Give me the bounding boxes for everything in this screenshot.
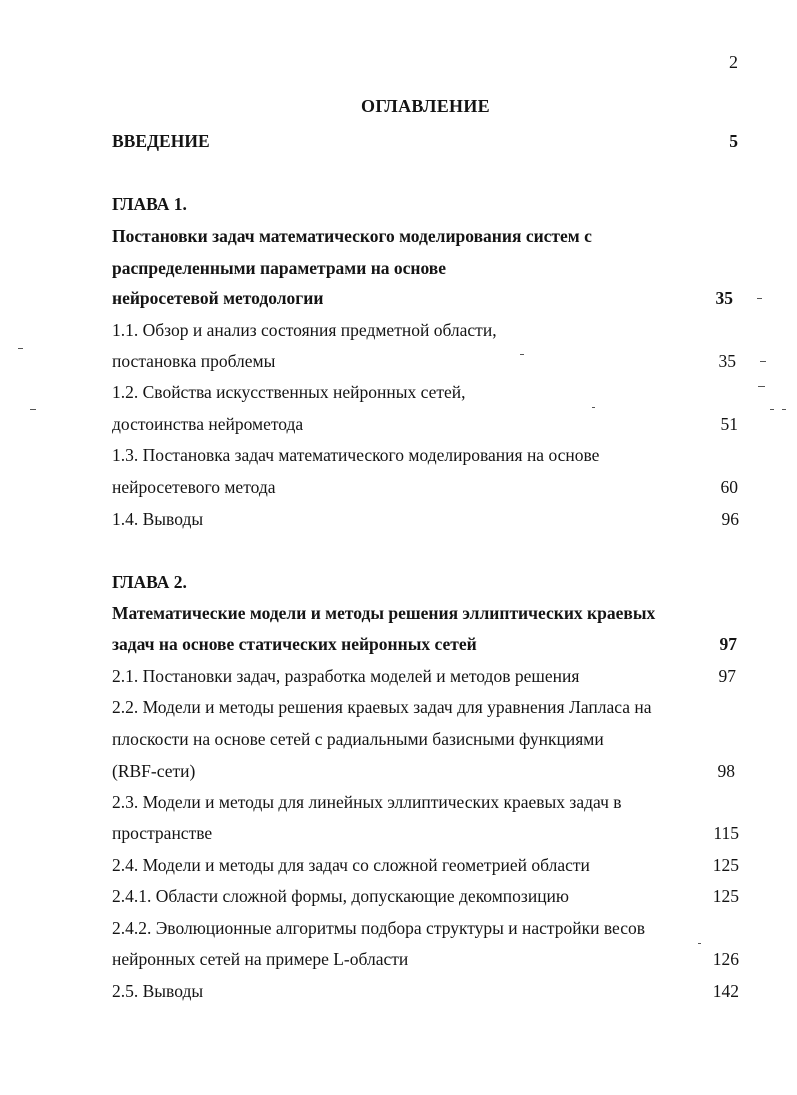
chapter2-title-page: 97 bbox=[719, 634, 737, 654]
section-1-2-line1: 1.2. Свойства искусственных нейронных сетей, bbox=[112, 382, 466, 402]
chapter1-title-line2: распределенными параметрами на основе bbox=[112, 258, 447, 278]
chapter2-title-line1: Математические модели и методы решения эллиптических краевых bbox=[112, 603, 656, 623]
section-2-4-1-page: 125 bbox=[712, 886, 739, 906]
section-2-1-page: 97 bbox=[718, 666, 736, 686]
scan-speck bbox=[770, 409, 774, 410]
chapter1-title-line3: нейросетевой методологии bbox=[112, 288, 324, 308]
section-2-4-2-line2: нейронных сетей на примере L-области bbox=[112, 949, 409, 969]
page-number: 2 bbox=[729, 52, 738, 72]
section-1-2-page: 51 bbox=[720, 414, 738, 434]
section-2-4-2-line1: 2.4.2. Эволюционные алгоритмы подбора структуры и настройки весов bbox=[112, 918, 646, 938]
section-2-5: 2.5. Выводы bbox=[112, 981, 204, 1001]
intro-label: ВВЕДЕНИЕ bbox=[112, 131, 210, 151]
section-1-3-line1: 1.3. Постановка задач математического моделирования на основе bbox=[112, 445, 600, 465]
section-2-4-1: 2.4.1. Области сложной формы, допускающие декомпозицию bbox=[112, 886, 569, 906]
chapter1-title-page: 35 bbox=[715, 288, 733, 308]
section-1-2-line2: достоинства нейрометода bbox=[112, 414, 304, 434]
section-2-2-line3: (RBF-сети) bbox=[112, 761, 196, 781]
section-2-4-2-page: 126 bbox=[712, 949, 739, 969]
section-1-1-page: 35 bbox=[718, 351, 736, 371]
chapter1-title-line1: Постановки задач математического моделирования систем с bbox=[112, 226, 592, 246]
scan-speck bbox=[760, 361, 766, 362]
chapter2-heading: ГЛАВА 2. bbox=[112, 572, 187, 592]
section-2-2-page: 98 bbox=[717, 761, 735, 781]
section-1-4-page: 96 bbox=[721, 509, 739, 529]
section-2-4-page: 125 bbox=[712, 855, 739, 875]
section-2-3-line2: пространстве bbox=[112, 823, 213, 843]
scan-speck bbox=[18, 348, 23, 349]
scan-speck bbox=[520, 354, 524, 355]
chapter2-title-line2: задач на основе статических нейронных сетей bbox=[112, 634, 477, 654]
section-1-1-line1: 1.1. Обзор и анализ состояния предметной области, bbox=[112, 320, 497, 340]
scan-speck bbox=[698, 943, 701, 944]
scan-speck bbox=[757, 298, 762, 299]
section-1-4: 1.4. Выводы bbox=[112, 509, 204, 529]
scan-speck bbox=[782, 409, 786, 410]
section-2-2-line1: 2.2. Модели и методы решения краевых задач для уравнения Лапласа на bbox=[112, 697, 652, 717]
chapter1-heading: ГЛАВА 1. bbox=[112, 194, 187, 214]
section-1-3-line2: нейросетевого метода bbox=[112, 477, 276, 497]
section-2-2-line2: плоскости на основе сетей с радиальными базисными функциями bbox=[112, 729, 604, 749]
section-2-3-line1: 2.3. Модели и методы для линейных эллиптических краевых задач в bbox=[112, 792, 622, 812]
section-2-4: 2.4. Модели и методы для задач со сложной геометрией области bbox=[112, 855, 590, 875]
scan-speck bbox=[30, 409, 36, 410]
section-2-5-page: 142 bbox=[712, 981, 739, 1001]
section-2-3-page: 115 bbox=[713, 823, 739, 843]
toc-title: ОГЛАВЛЕНИЕ bbox=[361, 96, 490, 116]
scan-speck bbox=[758, 386, 765, 387]
scan-speck bbox=[592, 407, 595, 408]
section-2-1: 2.1. Постановки задач, разработка моделей и методов решения bbox=[112, 666, 580, 686]
section-1-3-page: 60 bbox=[720, 477, 738, 497]
intro-page: 5 bbox=[729, 131, 738, 151]
section-1-1-line2: постановка проблемы bbox=[112, 351, 276, 371]
